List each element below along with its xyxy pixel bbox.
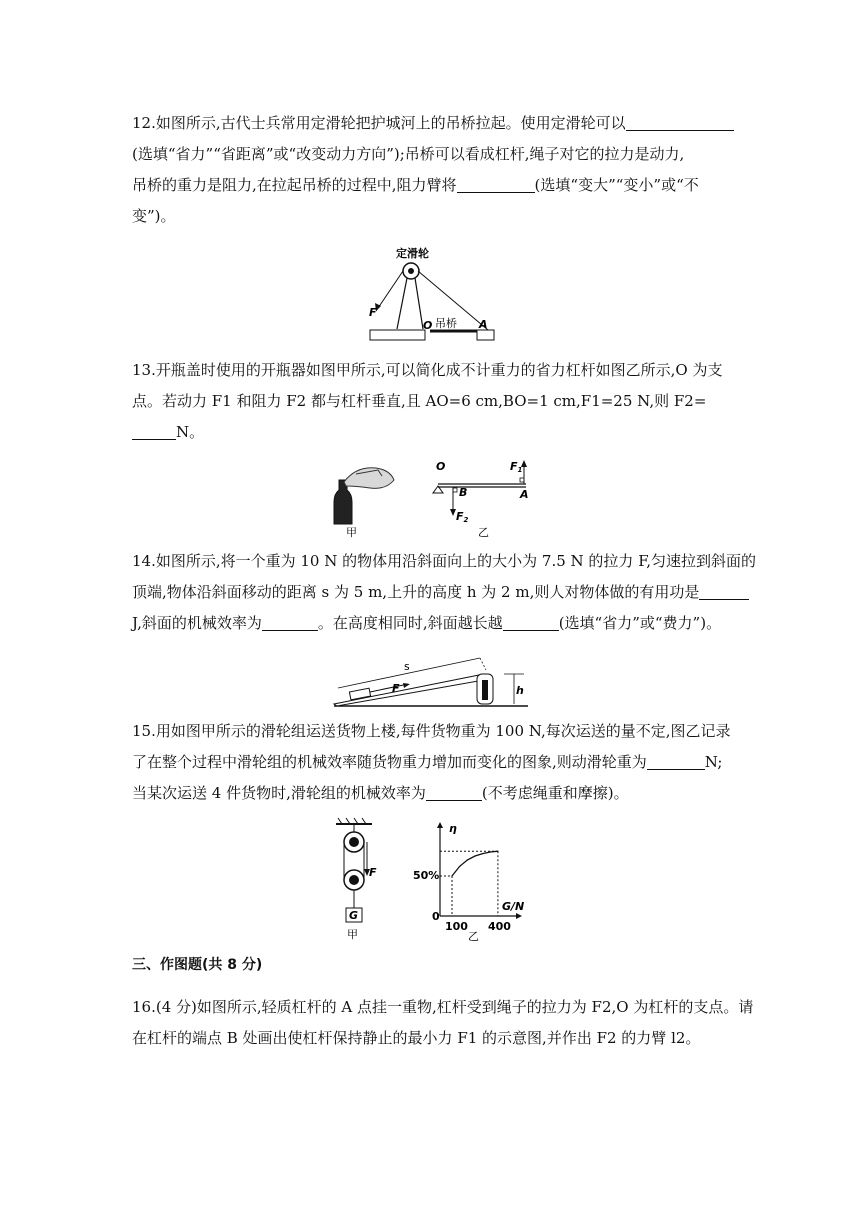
pulley-system-diagram	[334, 818, 384, 944]
q14-blank-3[interactable]	[503, 612, 559, 631]
q15-blank-1[interactable]	[647, 751, 705, 770]
q14-line1: 14.如图所示,将一个重为 10 N 的物体用沿斜面向上的大小为 7.5 N 的拉力 F,匀速拉到斜面的	[132, 552, 757, 570]
data-point	[459, 866, 460, 867]
label-yi: 乙	[468, 930, 479, 943]
q12-line4: 变”)。	[132, 207, 176, 225]
q14-line3b: 。在高度相同时,斜面越长越	[317, 614, 503, 632]
q15-blank-2[interactable]	[426, 782, 482, 801]
q12-line3b: (选填“变大”“变小”或“不	[534, 176, 699, 194]
q15-line2: 了在整个过程中滑轮组的机械效率随货物重力增加而变化的图象,则动滑轮重为	[132, 753, 647, 771]
efficiency-curve	[452, 851, 498, 876]
q12-line1: 12.如图所示,古代士兵常用定滑轮把护城河上的吊桥拉起。使用定滑轮可以	[132, 114, 626, 132]
label-yi: 乙	[478, 526, 489, 539]
bottle-opener-figure	[326, 458, 536, 540]
y-axis-arrow	[437, 822, 443, 828]
weight-G-label: G	[349, 909, 359, 922]
point-A-label: A	[479, 318, 488, 331]
force-F-label: F	[392, 682, 400, 695]
force-F1-label: F1	[510, 460, 523, 474]
point-B-label: B	[459, 486, 468, 499]
force-F2-label: F2	[456, 510, 469, 524]
q13-line3: N。	[176, 423, 205, 441]
chart-marks	[440, 851, 499, 916]
pulley-system-figure	[334, 818, 384, 944]
data-point	[490, 851, 491, 852]
x-axis-arrow	[516, 913, 522, 919]
q13-blank-1[interactable]	[132, 421, 176, 440]
q15-line3a: 当某次运送 4 件货物时,滑轮组的机械效率为	[132, 784, 426, 802]
incline-diagram	[334, 654, 528, 710]
point-A-label: A	[520, 488, 529, 501]
bridge-label: 吊桥	[435, 317, 457, 330]
y-axis-label: η	[449, 822, 457, 835]
data-point	[451, 875, 452, 876]
force-F-label: F	[369, 306, 377, 319]
x-axis-label: G/N	[502, 900, 525, 913]
pivot-O-label: O	[423, 319, 433, 332]
y-tick-50: 50%	[413, 869, 440, 882]
efficiency-chart-svg	[410, 818, 530, 944]
question-13	[132, 355, 732, 448]
q14-line3a: J,斜面的机械效率为	[132, 614, 262, 632]
q12-line3a: 吊桥的重力是阻力,在拉起吊桥的过程中,阻力臂将	[132, 176, 457, 194]
data-point	[474, 855, 475, 856]
q14-blank-1[interactable]	[699, 581, 749, 600]
q12-line2: (选填“省力”“省距离”或“改变动力方向”);吊桥可以看成杠杆,绳子对它的拉力是动力,	[132, 145, 685, 163]
q14-line3c: (选填“省力”或“费力”)。	[558, 614, 722, 632]
bottle-opener-diagram	[326, 458, 536, 540]
force-F-label: F	[369, 866, 377, 879]
label-jia: 甲	[346, 526, 357, 539]
x-tick-100: 100	[445, 920, 468, 933]
x-tick-400: 400	[488, 920, 511, 933]
question-16	[132, 992, 754, 1054]
distance-s-label: s	[404, 660, 410, 673]
question-14	[132, 546, 757, 639]
q15-line1: 15.用如图甲所示的滑轮组运送货物上楼,每件货物重为 100 N,每次运送的量不定,图乙记录	[132, 722, 731, 740]
drawbridge-figure	[360, 245, 500, 343]
q13-line2: 点。若动力 F1 和阻力 F2 都与杠杆垂直,且 AO=6 cm,BO=1 cm,F1=25 N,则 F2=	[132, 392, 707, 410]
data-point	[482, 853, 483, 854]
data-point	[467, 859, 468, 860]
q16-line1: 16.(4 分)如图所示,轻质杠杆的 A 点挂一重物,杠杆受到绳子的拉力为 F2,O 为杠杆的支点。请	[132, 998, 754, 1016]
height-h-label: h	[516, 684, 524, 697]
q14-line2: 顶端,物体沿斜面移动的距离 s 为 5 m,上升的高度 h 为 2 m,则人对物体做的有用功是	[132, 583, 700, 601]
label-jia: 甲	[347, 928, 358, 941]
q15-line2b: N;	[704, 753, 723, 771]
data-point	[497, 851, 498, 852]
q13-line1: 13.开瓶盖时使用的开瓶器如图甲所示,可以简化成不计重力的省力杠杆如图乙所示,O 为支	[132, 361, 723, 379]
fixed-pulley-label: 定滑轮	[396, 247, 429, 260]
q14-blank-2[interactable]	[262, 612, 318, 631]
pivot-O-label: O	[436, 460, 446, 473]
question-12	[132, 108, 732, 232]
q12-blank-2[interactable]	[457, 174, 535, 193]
q15-line3b: (不考虑绳重和摩擦)。	[481, 784, 629, 802]
drawbridge-diagram	[360, 245, 500, 343]
q16-line2: 在杠杆的端点 B 处画出使杠杆保持静止的最小力 F1 的示意图,并作出 F2 的力臂 l2。	[132, 1029, 701, 1047]
q12-blank-1[interactable]	[626, 112, 734, 131]
efficiency-chart	[410, 818, 530, 944]
question-15	[132, 716, 732, 809]
origin-label: 0	[432, 910, 440, 923]
section-3-title: 三、作图题(共 8 分)	[132, 957, 263, 973]
incline-figure	[334, 654, 528, 710]
